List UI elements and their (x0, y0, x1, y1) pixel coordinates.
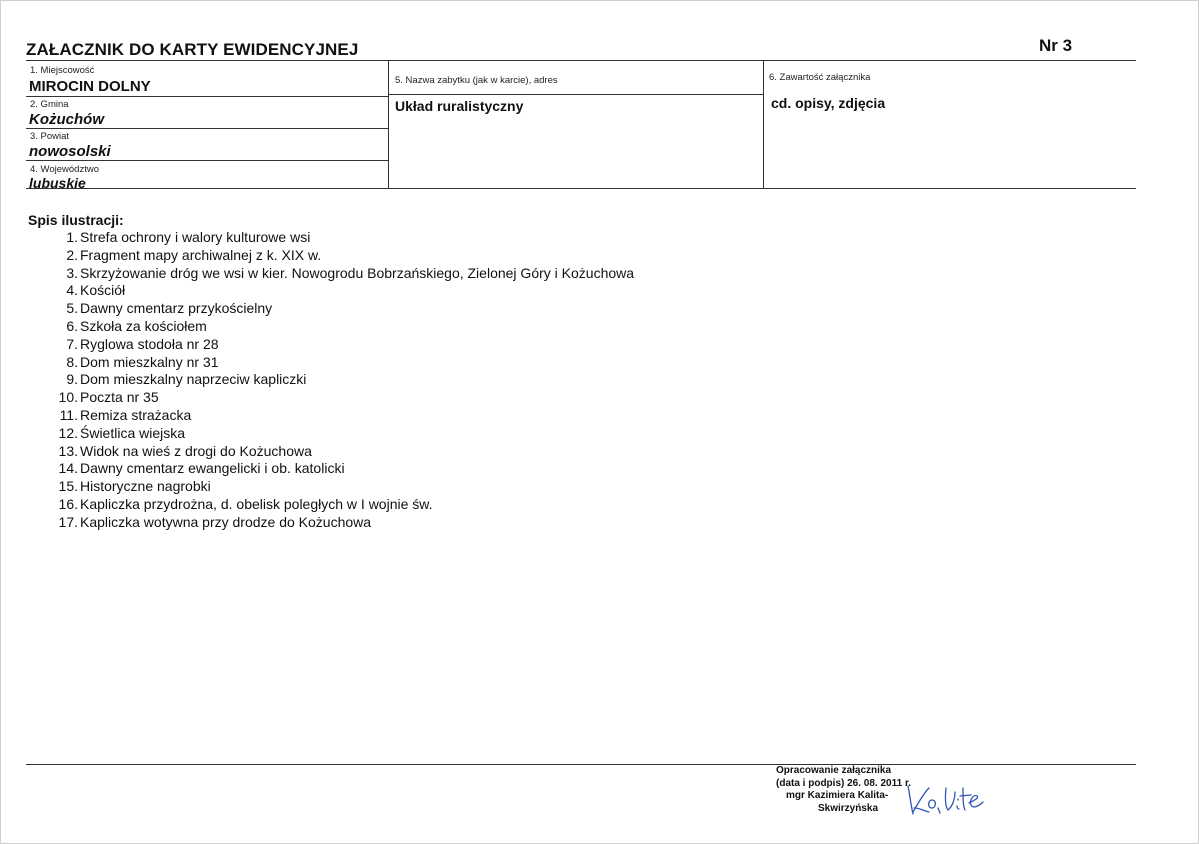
illustration-number: 9. (66, 371, 78, 388)
powiat-value: nowosolski (29, 143, 111, 160)
form-row-divider (26, 128, 388, 129)
preparation-line-1: Opracowanie załącznika (776, 765, 892, 776)
preparation-line-2: (data i podpis) 26. 08. 2011 r. (776, 777, 912, 789)
illustration-number: 16. (58, 495, 78, 512)
illustration-item (30, 425, 634, 443)
illustration-number: 17. (58, 513, 78, 530)
form-column-divider (763, 60, 764, 189)
powiat-label: 3. Powiat (30, 131, 70, 142)
document-header (26, 38, 1136, 60)
illustration-text: Strefa ochrony i walory kulturowe wsi (80, 229, 311, 245)
illustration-item (30, 407, 634, 425)
wojewodztwo-label: 4. Województwo (30, 164, 99, 175)
gmina-value: Kożuchów (29, 111, 104, 128)
preparation-line-4: Skwirzyńska (818, 802, 879, 814)
illustration-item (30, 300, 634, 318)
illustration-text: Dom mieszkalny nr 31 (80, 353, 219, 370)
footer-line (26, 764, 1136, 765)
form-bottom-line (26, 188, 1136, 189)
illustration-number: 13. (58, 442, 78, 459)
preparation-line-3: mgr Kazimiera Kalita- (786, 790, 889, 801)
illustration-text: Szkoła za kościołem (80, 317, 207, 334)
illustration-number: 5. (66, 300, 78, 317)
illustration-item (30, 318, 634, 336)
handwritten-signature (905, 778, 985, 822)
document-title: ZAŁACZNIK DO KARTY EWIDENCYJNEJ (26, 40, 359, 59)
illustration-number: 11. (59, 406, 78, 423)
illustration-text: Skrzyżowanie dróg we wsi w kier. Nowogrodu Bobrzańskiego, Zielonej Góry i Kożuchowa (80, 264, 635, 281)
nazwa-zabytku-label: 5. Nazwa zabytku (jak w karcie), adres (395, 75, 558, 86)
illustration-number: 3. (66, 264, 78, 281)
miejscowosc-label: 1. Miejscowość (30, 65, 95, 76)
illustrations-heading: Spis ilustracji: (28, 212, 124, 228)
illustration-item (30, 229, 634, 247)
illustration-text: Historyczne nagrobki (80, 478, 211, 495)
illustration-item (30, 460, 634, 478)
illustration-item (30, 496, 634, 514)
illustration-number: 6. (66, 317, 78, 334)
illustration-item (30, 282, 634, 300)
illustration-text: Świetlica wiejska (80, 424, 186, 441)
illustration-text: Fragment mapy archiwalnej z k. XIX w. (80, 246, 322, 263)
illustration-number: 14. (58, 460, 78, 477)
illustration-item (30, 389, 634, 407)
illustration-text: Dom mieszkalny naprzeciw kapliczki (80, 371, 307, 388)
illustration-text: Ryglowa stodoła nr 28 (80, 335, 219, 352)
illustration-text: Poczta nr 35 (80, 389, 159, 406)
illustration-text: Remiza strażacka (80, 406, 192, 423)
illustration-item (30, 336, 634, 354)
illustration-number: 2. (66, 246, 78, 263)
illustration-item (30, 478, 634, 496)
illustration-number: 4. (66, 282, 78, 299)
illustration-item (30, 265, 634, 283)
illustrations-list (30, 229, 634, 532)
zawartosc-value: cd. opisy, zdjęcia (771, 95, 886, 111)
document-number: Nr 3 (1039, 36, 1073, 55)
illustration-number: 10. (58, 389, 78, 406)
form-top-line (26, 60, 1136, 61)
illustration-number: 15. (58, 478, 78, 495)
illustration-number: 1. (66, 229, 78, 245)
illustration-text: Kapliczka wotywna przy drodze do Kożuchowa (80, 513, 372, 530)
form-row-divider (388, 94, 764, 95)
illustration-text: Dawny cmentarz przykościelny (80, 300, 273, 317)
illustration-text: Widok na wieś z drogi do Kożuchowa (80, 442, 312, 459)
illustration-text: Kościół (80, 282, 126, 299)
form-row-divider (26, 96, 388, 97)
illustration-item (30, 514, 634, 532)
illustration-number: 12. (58, 424, 78, 441)
illustration-text: Kapliczka przydrożna, d. obelisk poległych w I wojnie św. (80, 495, 433, 512)
illustration-item (30, 247, 634, 265)
form-column-divider (388, 60, 389, 189)
illustration-item (30, 443, 634, 461)
preparation-note (776, 765, 911, 815)
form-row-divider (26, 160, 388, 161)
illustration-number: 8. (66, 353, 78, 370)
illustration-item (30, 354, 634, 372)
illustration-number: 7. (66, 335, 78, 352)
illustration-item (30, 371, 634, 389)
zawartosc-label: 6. Zawartość załącznika (769, 72, 871, 83)
illustration-text: Dawny cmentarz ewangelicki i ob. katolicki (80, 460, 345, 477)
miejscowosc-value: MIROCIN DOLNY (29, 78, 151, 95)
gmina-label: 2. Gmina (30, 99, 69, 110)
nazwa-zabytku-value: Układ ruralistyczny (395, 98, 524, 114)
wojewodztwo-value: lubuskie (29, 175, 86, 191)
